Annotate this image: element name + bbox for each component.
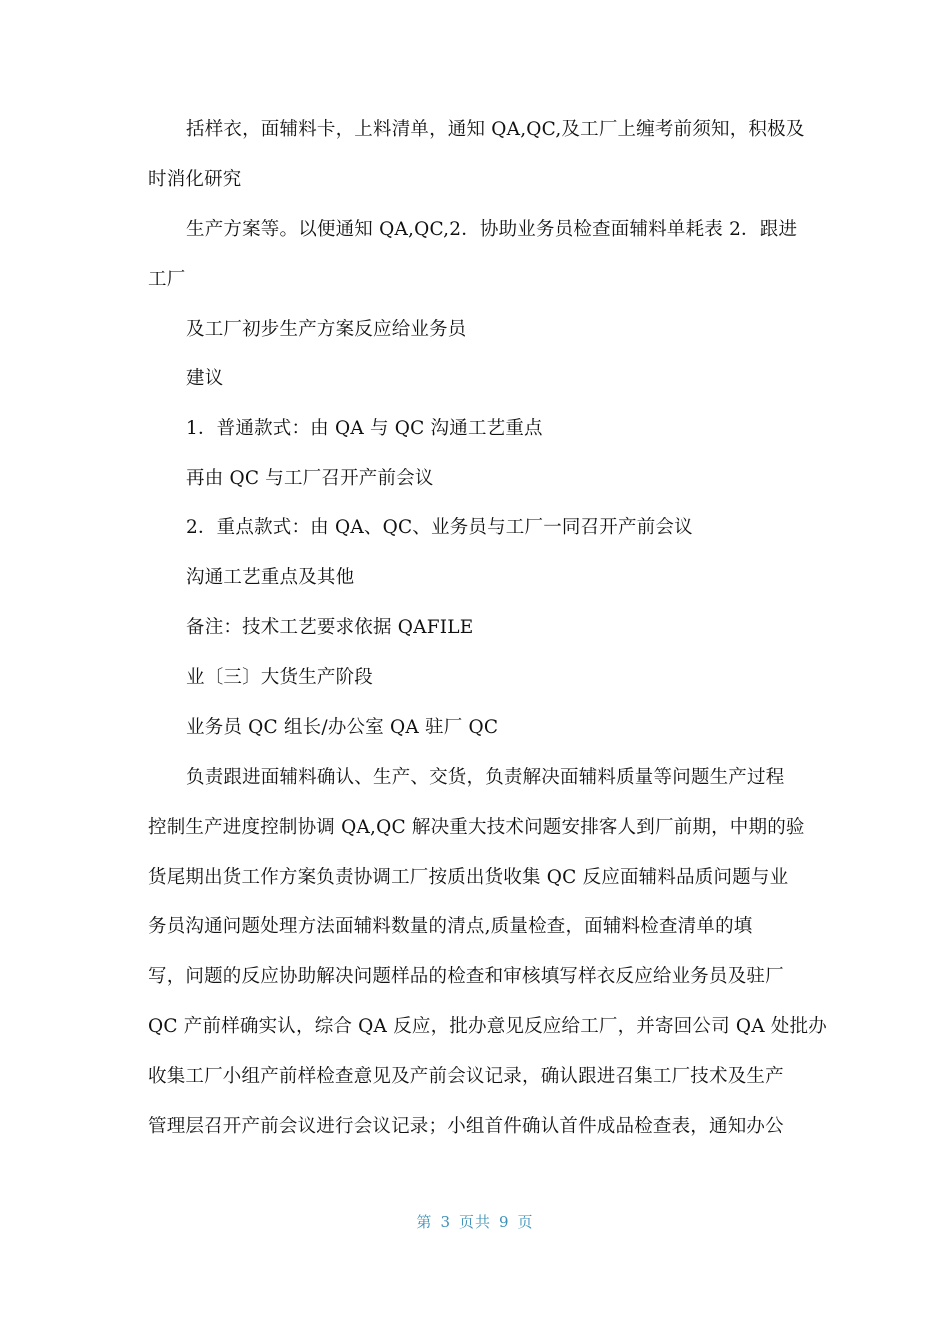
paragraph-line: 生产方案等。以便通知 QA,QC,2．协助业务员检查面辅料单耗表 2．跟进 (186, 219, 798, 240)
paragraph-line: 沟通工艺重点及其他 (186, 567, 355, 588)
paragraph-line: 括样衣，面辅料卡，上料清单，通知 QA,QC,及工厂上缠考前须知，积极及 (186, 119, 805, 140)
footer-middle: 页共 (458, 1213, 491, 1231)
paragraph-line: 写，问题的反应协助解决问题样品的检查和审核填写样衣反应给业务员及驻厂 (148, 966, 784, 987)
footer-total-pages: 9 (499, 1213, 510, 1231)
paragraph-line: 货尾期出货工作方案负责协调工厂按质出货收集 QC 反应面辅料品质问题与业 (148, 867, 789, 888)
paragraph-line: 时消化研究 (148, 169, 242, 190)
paragraph-line: 管理层召开产前会议进行会议记录；小组首件确认首件成品检查表，通知办公 (148, 1116, 784, 1137)
paragraph-line: 控制生产进度控制协调 QA,QC 解决重大技术问题安排客人到厂前期，中期的验 (148, 817, 805, 838)
footer-prefix: 第 (416, 1213, 433, 1231)
paragraph-line: 负责跟进面辅料确认、生产、交货，负责解决面辅料质量等问题生产过程 (186, 767, 785, 788)
paragraph-line: 工厂 (148, 269, 186, 290)
footer-suffix: 页 (517, 1213, 534, 1231)
paragraph-line: 备注：技术工艺要求依据 QAFILE (186, 617, 474, 638)
paragraph-line: 收集工厂小组产前样检查意见及产前会议记录，确认跟进召集工厂技术及生产 (148, 1066, 784, 1087)
paragraph-line: 1．普通款式：由 QA 与 QC 沟通工艺重点 (186, 418, 543, 439)
page-footer (0, 1212, 950, 1232)
paragraph-line: 务员沟通问题处理方法面辅料数量的清点,质量检查，面辅料检查清单的填 (148, 916, 753, 937)
paragraph-line: 业务员 QC 组长/办公室 QA 驻厂 QC (186, 717, 499, 738)
paragraph-line: 及工厂初步生产方案反应给业务员 (186, 319, 467, 340)
footer-page-number: 3 (440, 1213, 451, 1231)
paragraph-line: 业〔三〕大货生产阶段 (186, 667, 374, 688)
paragraph-line: 建议 (186, 368, 224, 389)
paragraph-line: 再由 QC 与工厂召开产前会议 (186, 468, 434, 489)
paragraph-line: QC 产前样确实认，综合 QA 反应，批办意见反应给工厂，并寄回公司 QA 处批办 (148, 1016, 827, 1037)
paragraph-line: 2．重点款式：由 QA、QC、业务员与工厂一同召开产前会议 (186, 517, 693, 538)
